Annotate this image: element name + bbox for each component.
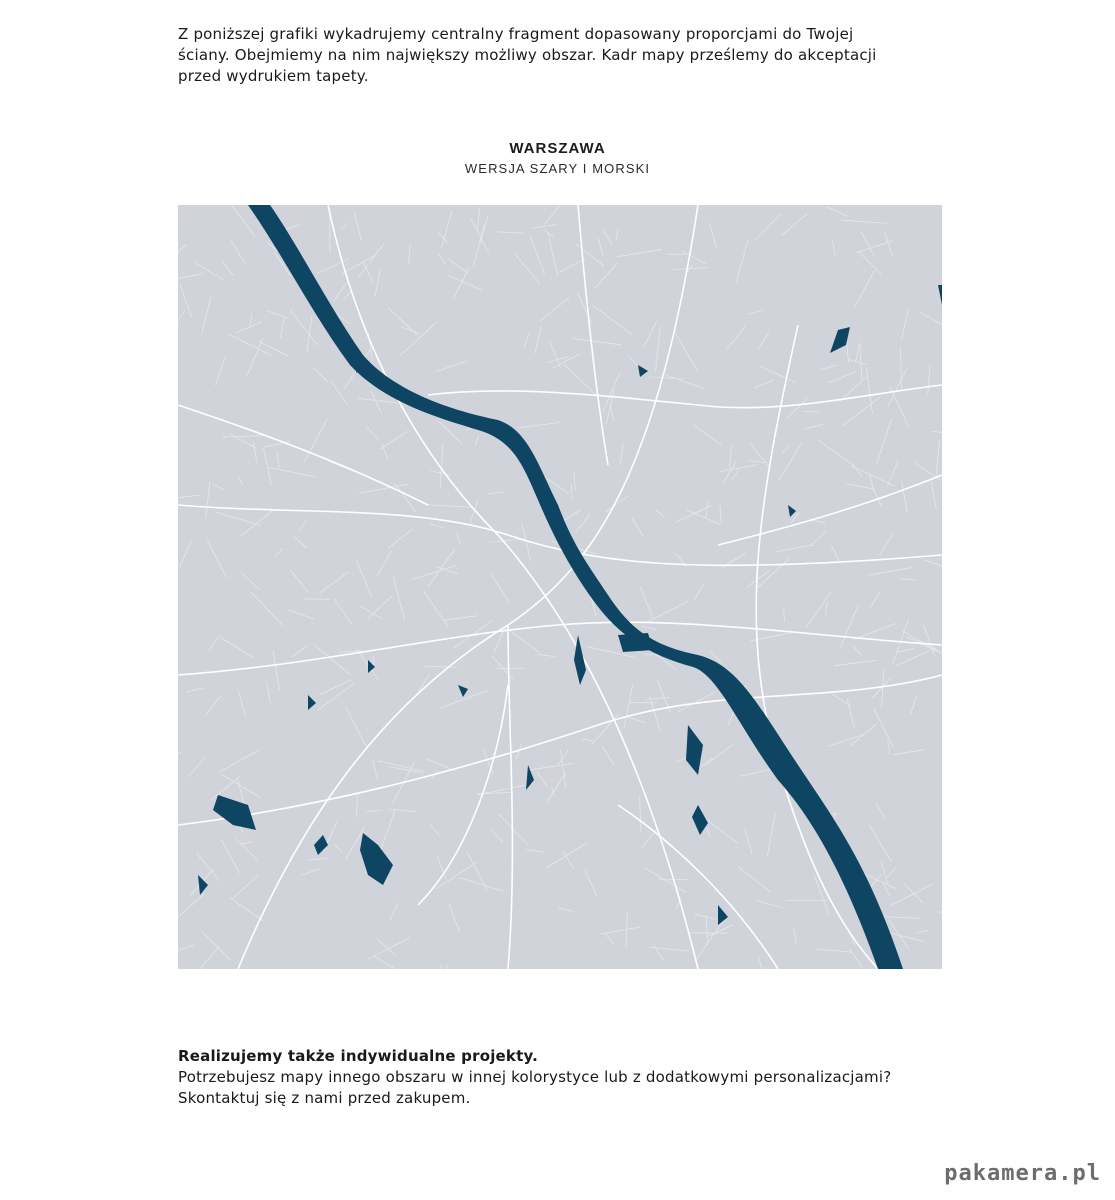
footer-line: Potrzebujesz mapy innego obszaru w innej kolorystyce lub z dodatkowymi personalizacjami?: [178, 1068, 892, 1086]
map-title-block: [0, 140, 1115, 176]
footer-line: Skontaktuj się z nami przed zakupem.: [178, 1089, 471, 1107]
intro-line: przed wydrukiem tapety.: [178, 67, 369, 85]
lake: [618, 633, 653, 652]
footer-text: [178, 1046, 978, 1109]
map-land: [178, 205, 942, 969]
map-subtitle: WERSJA SZARY I MORSKI: [464, 161, 651, 176]
map-canvas: [178, 205, 942, 969]
intro-line: ściany. Obejmiemy na nim największy możliwy obszar. Kadr mapy prześlemy do akceptacji: [178, 46, 877, 64]
watermark-logo: pakamera.pl: [944, 1161, 1101, 1186]
city-map: [178, 205, 942, 969]
map-title: WARSZAWA: [509, 140, 606, 157]
footer-heading: Realizujemy także indywidualne projekty.: [178, 1047, 538, 1065]
intro-text: [178, 24, 938, 87]
intro-line: Z poniższej grafiki wykadrujemy centralny fragment dopasowany proporcjami do Twojej: [178, 25, 854, 43]
